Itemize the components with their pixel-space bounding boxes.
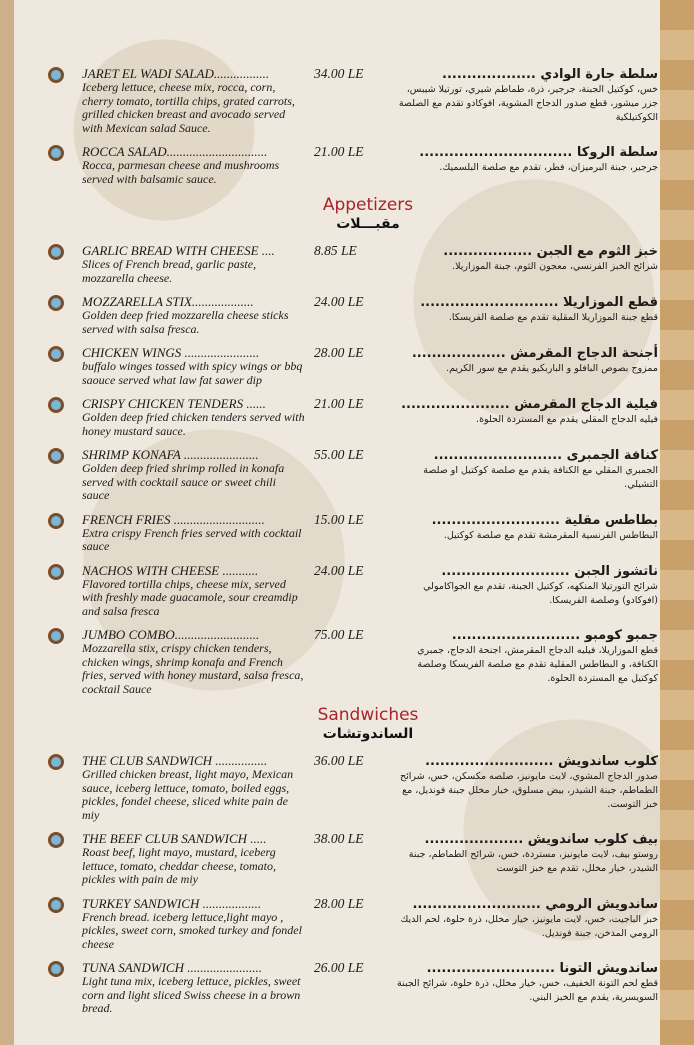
item-description-ar: جرجير، جبنة البرميزان، فطر، تقدم مع صلصة البلسميك. — [439, 162, 658, 173]
item-name-ar: ساندويش الرومي .......................... — [412, 896, 658, 912]
menu-item — [48, 753, 658, 822]
bullet-icon — [48, 628, 64, 644]
item-description: Extra crispy French fries served with cocktail sauce — [82, 525, 302, 553]
item-price: 36.00 LE — [314, 753, 364, 768]
item-name: JUMBO COMBO.......................... — [82, 627, 260, 642]
menu-item — [48, 396, 658, 438]
bullet-icon — [48, 513, 64, 529]
item-arabic — [396, 396, 658, 438]
item-price: 38.00 LE — [314, 831, 364, 846]
item-name-ar: ناتشوز الجبن .......................... — [441, 563, 658, 579]
item-description-ar: قطع لحم التونة الخفيف، خس، خيار مخلل، ذرة حلوة، شرائح الجبنة السويسرية، يقدم مع الخبز البني. — [397, 978, 658, 1003]
item-description-ar: خس، كوكتيل الجبنة، جرجير، ذرة، طماطم شيري، تورتيلا شيبس، جزر ميشور، قطع صدور الدجاج المشوية، افوكادو تقدم مع الصلصة الكوكتيلكية — [398, 84, 658, 123]
item-description: Golden deep fried mozzarella cheese sticks served with salsa fresca. — [82, 308, 289, 336]
item-description: French bread. iceberg lettuce,light mayo , pickles, sweet corn, smoked turkey and fondel cheese — [82, 909, 302, 951]
item-english — [82, 396, 306, 438]
item-price: 28.00 LE — [314, 345, 364, 360]
section-title-en: Sandwiches — [317, 705, 419, 725]
item-name: THE BEEF CLUB SANDWICH ..... — [82, 831, 267, 846]
menu-item — [48, 960, 658, 1016]
item-name-ar: بيف كلوب ساندويش .................... — [424, 832, 658, 847]
item-arabic — [396, 831, 658, 887]
item-description-ar: شرائح الخبز الفرنسي، معجون الثوم، جبنة الموزاريلا. — [452, 261, 658, 272]
item-price: 24.00 LE — [314, 562, 364, 578]
bullet-icon — [48, 397, 64, 413]
menu-item — [48, 512, 658, 554]
item-name: TUNA SANDWICH ....................... — [82, 960, 262, 975]
item-english — [82, 447, 306, 503]
bullet-icon — [48, 564, 64, 580]
item-name: CRISPY CHICKEN TENDERS ...... — [82, 396, 266, 411]
item-english — [82, 896, 306, 952]
item-description-ar: البطاطس الفرنسية المقرمشة تقدم مع صلصة كوكتيل. — [443, 529, 658, 541]
menu-item — [48, 243, 658, 285]
item-name-ar: جمبو كومبو .......................... — [451, 628, 658, 643]
item-description: Iceberg lettuce, cheese mix, rocca, corn, cherry tomato, tortilla chips, grated carrots, grilled chicken breast and avocado served with Mexican salad Sauce. — [82, 80, 295, 135]
item-name-ar: سلطة جارة الوادي ................... — [442, 67, 658, 82]
item-arabic — [396, 294, 658, 336]
item-name: SHRIMP KONAFA ....................... — [82, 447, 259, 462]
item-name-ar: كنافة الجمبرى .......................... — [433, 448, 658, 463]
menu-item — [48, 144, 658, 186]
item-arabic — [396, 627, 658, 696]
bullet-icon — [48, 448, 64, 464]
item-arabic — [396, 512, 658, 554]
item-english — [82, 294, 306, 336]
menu-item — [48, 563, 658, 619]
item-english — [82, 831, 306, 887]
item-description: Roast beef, light mayo, mustard, iceberg lettuce, tomato, cheddar cheese, tomato, pickles with pain de miy — [82, 845, 276, 886]
item-name: THE CLUB SANDWICH ................ — [82, 753, 268, 768]
item-arabic — [396, 243, 658, 285]
item-arabic — [396, 960, 658, 1016]
item-price: 21.00 LE — [314, 144, 364, 159]
item-price: 34.00 LE — [314, 66, 364, 81]
item-price: 55.00 LE — [314, 447, 364, 462]
item-name: FRENCH FRIES ............................ — [82, 511, 265, 527]
item-name-ar: سلطة الروكا ............................... — [419, 145, 658, 160]
item-description: Mozzarella stix, crispy chicken tenders, chicken wings, shrimp konafa and French fries, served with honey mustard, salsa fresca, cocktail Sauce — [82, 641, 304, 696]
item-description: Flavored tortilla chips, cheese mix, served with freshly made guacamole, sour creamdip and salsa fresca — [82, 576, 298, 618]
item-price: 8.85 LE — [314, 243, 357, 258]
section-heading — [48, 705, 648, 743]
bullet-icon — [48, 897, 64, 913]
menu-item — [48, 447, 658, 503]
item-name-ar: بطاطس مقلية .......................... — [431, 512, 658, 528]
item-description-ar: قطع الموزاريلا، فيليه الدجاج المقرمش، اجنحة الدجاج، جمبري الكنافة، و البطاطس المقلية تقدم مع صلصة الفريسكا وصلصة كوكتيل مع المستردة الحلوة. — [417, 645, 658, 684]
item-arabic — [396, 66, 658, 135]
item-description-ar: فيليه الدجاج المقلي يقدم مع المستردة الحلوة. — [476, 414, 658, 425]
item-name-ar: ساندويش التونا .......................... — [426, 961, 658, 976]
item-english — [82, 753, 306, 822]
item-description-ar: صدور الدجاج المشوي، لايت مايونيز، صلصه مكسكن، خس، شرائح الطماطم، جبنة الشيدر، بيض مسلوق، خيار مخلل جبنة فونديل، مع خبز التوست. — [399, 771, 658, 810]
right-border-decoration — [660, 0, 694, 1045]
item-description-ar: خبز الباجيت، خس، لايت مايونيز، خيار مخلل، ذرة حلوة، لحم الديك الرومي المدخن، جبنة فونديل. — [400, 913, 658, 939]
item-description: buffalo winges tossed with spicy wings or bbq saouce served what law fat sawer dip — [82, 359, 303, 387]
item-description: Golden deep fried shrimp rolled in konafa served with cocktail sauce or sweet chili sauce — [82, 461, 285, 502]
item-english — [82, 66, 306, 135]
menu-item — [48, 896, 658, 952]
item-name: JARET EL WADI SALAD................. — [82, 66, 270, 81]
item-description: Slices of French bread, garlic paste, mozzarella cheese. — [82, 257, 257, 285]
item-description: Grilled chicken breast, light mayo, Mexican sauce, iceberg lettuce, tomato, boiled eggs, pickles, fondel cheese, sliced white pain de miy — [82, 767, 294, 822]
item-english — [82, 144, 306, 186]
item-arabic — [396, 896, 658, 952]
item-price: 24.00 LE — [314, 294, 364, 309]
bullet-icon — [48, 145, 64, 161]
item-name: TURKEY SANDWICH .................. — [82, 895, 262, 911]
menu-item — [48, 345, 658, 387]
item-name: CHICKEN WINGS ....................... — [82, 345, 260, 360]
item-english — [82, 345, 306, 387]
section-heading — [48, 195, 648, 233]
item-name-ar: خبز الثوم مع الجبن .................. — [443, 244, 658, 259]
menu-item — [48, 294, 658, 336]
bullet-icon — [48, 832, 64, 848]
bullet-icon — [48, 346, 64, 362]
item-description-ar: الجمبري المقلي مع الكنافة يقدم مع صلصة كوكتيل او صلصة التشيلي. — [423, 465, 658, 490]
bullet-icon — [48, 244, 64, 260]
section-title-ar: مقبـــلات — [336, 216, 400, 232]
bullet-icon — [48, 961, 64, 977]
item-english — [82, 627, 306, 696]
item-arabic — [396, 563, 658, 619]
menu-items — [48, 0, 658, 1045]
item-name: GARLIC BREAD WITH CHEESE .... — [82, 243, 275, 258]
item-arabic — [396, 447, 658, 503]
item-description-ar: روستو بيف، لايت مايونيز، مستردة، خس، شرائح الطماطم، جبنة الشيدر، خيار مخلل، تقدم مع خبز التوست — [408, 849, 658, 874]
item-price: 26.00 LE — [314, 960, 364, 975]
menu-item — [48, 627, 658, 696]
item-description-ar: ممزوج بصوص البافلو و الباربكيو يقدم مع سور الكريم. — [446, 363, 658, 374]
item-description: Light tuna mix, iceberg lettuce, pickles, sweet corn and light sliced Swiss cheese in a brown bread. — [82, 974, 301, 1015]
item-price: 15.00 LE — [314, 511, 364, 527]
item-description-ar: قطع جبنة الموزاريلا المقلية تقدم مع صلصة الفريسكا. — [448, 312, 658, 323]
left-border-decoration — [0, 0, 14, 1045]
menu-item — [48, 66, 658, 135]
item-english — [82, 512, 306, 554]
item-price: 75.00 LE — [314, 627, 364, 642]
menu-item — [48, 831, 658, 887]
section-title-ar: الساندوتشات — [322, 726, 414, 742]
item-price: 28.00 LE — [314, 895, 364, 911]
item-arabic — [396, 753, 658, 822]
item-english — [82, 243, 306, 285]
item-name-ar: قطع الموزاريلا ............................ — [420, 295, 658, 310]
item-name: MOZZARELLA STIX................... — [82, 294, 254, 309]
bullet-icon — [48, 67, 64, 83]
item-name-ar: أجنحة الدجاج المقرمش ................... — [411, 346, 658, 361]
item-english — [82, 563, 306, 619]
item-name: ROCCA SALAD............................... — [82, 144, 268, 159]
item-arabic — [396, 144, 658, 186]
item-arabic — [396, 345, 658, 387]
bullet-icon — [48, 754, 64, 770]
section-title-en: Appetizers — [322, 195, 414, 215]
item-english — [82, 960, 306, 1016]
item-name-ar: كلوب ساندويش .......................... — [425, 754, 658, 769]
item-name: NACHOS WITH CHEESE ........... — [82, 562, 259, 578]
item-price: 21.00 LE — [314, 396, 364, 411]
bullet-icon — [48, 295, 64, 311]
item-description: Golden deep fried chicken tenders served with honey mustard sauce. — [82, 410, 305, 438]
item-description: Rocca, parmesan cheese and mushrooms served with balsamic sauce. — [82, 158, 280, 186]
item-description-ar: شرائح التورتيلا المنكهه، كوكتيل الجبنة، تقدم مع الجواكامولي (افوكادو) وصلصة الفريسكا. — [423, 580, 658, 606]
item-name-ar: فيلية الدجاج المقرمش ...................... — [401, 397, 658, 412]
